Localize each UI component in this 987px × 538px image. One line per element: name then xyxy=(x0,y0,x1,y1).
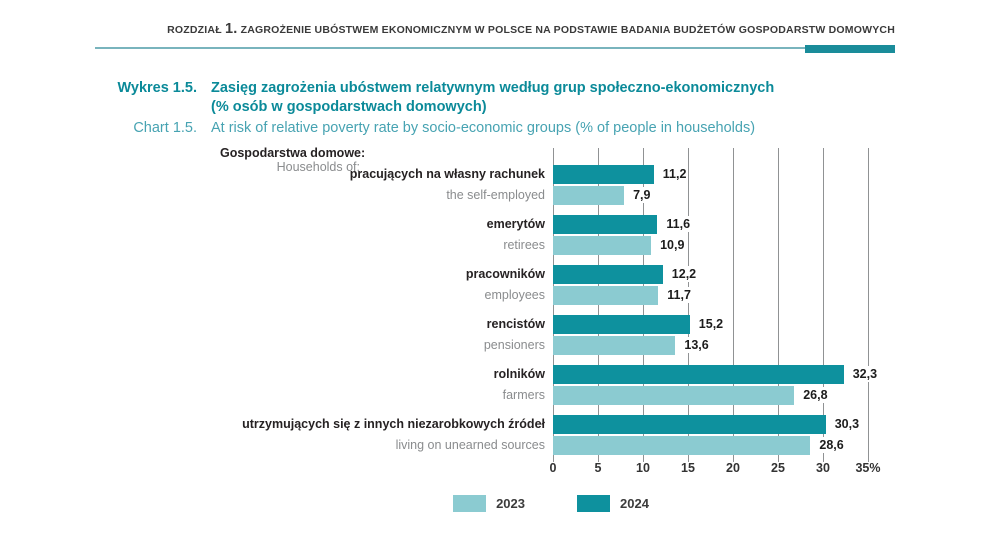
bar-row xyxy=(553,315,882,334)
x-axis-tick: 25 xyxy=(771,460,785,475)
bar-row xyxy=(553,236,882,255)
bar-value-label: 11,6 xyxy=(666,217,691,232)
bar-row xyxy=(553,436,882,455)
category-bars xyxy=(553,415,882,455)
category-labels xyxy=(220,315,553,355)
bar-2024 xyxy=(553,215,657,234)
bar-2023 xyxy=(553,436,810,455)
bar-2024 xyxy=(553,415,826,434)
bar-value-label: 30,3 xyxy=(834,417,860,432)
bar-groups xyxy=(220,145,882,455)
category-label-en: farmers xyxy=(502,387,545,402)
bar-value-label: 7,9 xyxy=(633,188,651,203)
bar-row xyxy=(553,386,882,405)
group-header-en: Households of: xyxy=(276,159,360,174)
x-axis-tick: 10 xyxy=(636,460,650,475)
bar-2024 xyxy=(553,315,690,334)
category-bars xyxy=(553,215,882,255)
category-label-en: pensioners xyxy=(483,337,545,352)
bar-2024 xyxy=(553,165,654,184)
legend-item-2024 xyxy=(577,495,649,512)
bar-value-label: 11,2 xyxy=(662,167,687,182)
legend xyxy=(220,495,882,512)
bar-group xyxy=(220,165,882,205)
category-label-pl: pracujących na własny rachunek xyxy=(349,166,545,181)
header-rule-line xyxy=(95,47,895,49)
category-labels xyxy=(220,165,553,205)
bar-2023 xyxy=(553,286,658,305)
bar-2023 xyxy=(553,236,651,255)
bar-group xyxy=(220,415,882,455)
x-axis-tick: 15 xyxy=(681,460,695,475)
bar-row xyxy=(553,215,882,234)
x-axis xyxy=(549,459,882,477)
category-label-en: employees xyxy=(484,287,545,302)
figure-label-pl: Wykres 1.5. xyxy=(117,80,197,96)
chapter-heading xyxy=(95,21,895,37)
category-label-pl: rencistów xyxy=(486,316,545,331)
bar-value-label: 15,2 xyxy=(698,317,724,332)
figure-title-pl-line1: Zasięg zagrożenia ubóstwem relatywnym według grup społeczno-ekonomicznych xyxy=(211,80,775,96)
category-label-pl: emerytów xyxy=(486,216,545,231)
category-labels xyxy=(220,415,553,455)
x-axis-tick: 35% xyxy=(855,460,881,475)
category-labels xyxy=(220,265,553,305)
group-header-pl: Gospodarstwa domowe: xyxy=(220,145,366,160)
bar-value-label: 12,2 xyxy=(671,267,697,282)
x-axis-tick: 30 xyxy=(816,460,830,475)
bar-row xyxy=(553,286,882,305)
chapter-word: ROZDZIAŁ xyxy=(167,24,222,36)
chapter-title: ZAGROŻENIE UBÓSTWEM EKONOMICZNYM W POLSCE NA PODSTAWIE BADANIA BUDŻETÓW GOSPODARSTW DOMOWYCH xyxy=(240,24,895,36)
category-label-en: retirees xyxy=(503,237,545,252)
legend-label: 2023 xyxy=(496,495,525,511)
bar-chart xyxy=(220,145,882,512)
category-bars xyxy=(553,265,882,305)
figure-title-en: At risk of relative poverty rate by socio-economic groups (% of people in households) xyxy=(211,119,756,136)
category-label-pl: rolników xyxy=(493,366,545,381)
x-axis-tick: 0 xyxy=(549,460,557,475)
category-bars xyxy=(553,165,882,205)
bar-2024 xyxy=(553,265,663,284)
legend-label: 2024 xyxy=(620,495,649,511)
bar-row xyxy=(553,265,882,284)
category-labels xyxy=(220,365,553,405)
bar-value-label: 32,3 xyxy=(852,367,878,382)
figure-header xyxy=(97,79,987,138)
category-bars xyxy=(553,315,882,355)
header-rule-accent xyxy=(805,45,895,53)
bar-row xyxy=(553,415,882,434)
bar-value-label: 13,6 xyxy=(684,338,709,353)
legend-swatch-2023 xyxy=(453,495,486,512)
category-labels xyxy=(220,215,553,255)
document-header xyxy=(0,0,987,53)
bar-group xyxy=(220,365,882,405)
chapter-number: 1. xyxy=(224,21,238,37)
bar-row xyxy=(553,336,882,355)
category-bars xyxy=(553,365,882,405)
bar-value-label: 11,7 xyxy=(667,288,691,303)
figure-title-pl-line2: (% osób w gospodarstwach domowych) xyxy=(211,98,487,115)
bar-2024 xyxy=(553,365,844,384)
x-axis-tick: 5 xyxy=(594,460,602,475)
bar-2023 xyxy=(553,386,794,405)
category-label-en: the self-employed xyxy=(446,187,545,202)
category-label-en: living on unearned sources xyxy=(395,437,545,452)
category-label-pl: pracowników xyxy=(465,266,545,281)
x-axis-tick: 20 xyxy=(726,460,740,475)
bar-group xyxy=(220,265,882,305)
bar-2023 xyxy=(553,336,675,355)
bar-value-label: 10,9 xyxy=(660,238,685,253)
bar-row xyxy=(553,165,882,184)
bar-group xyxy=(220,315,882,355)
bar-2023 xyxy=(553,186,624,205)
bar-row xyxy=(553,365,882,384)
category-label-pl: utrzymujących się z innych niezarobkowych źródeł xyxy=(242,416,545,431)
figure-label-en: Chart 1.5. xyxy=(133,119,197,136)
bar-value-label: 28,6 xyxy=(819,438,844,453)
legend-swatch-2024 xyxy=(577,495,610,512)
bar-group xyxy=(220,215,882,255)
figure-title-pl xyxy=(211,79,987,117)
bar-row xyxy=(553,186,882,205)
legend-item-2023 xyxy=(453,495,525,512)
header-rule xyxy=(95,44,895,53)
bar-value-label: 26,8 xyxy=(803,388,828,403)
